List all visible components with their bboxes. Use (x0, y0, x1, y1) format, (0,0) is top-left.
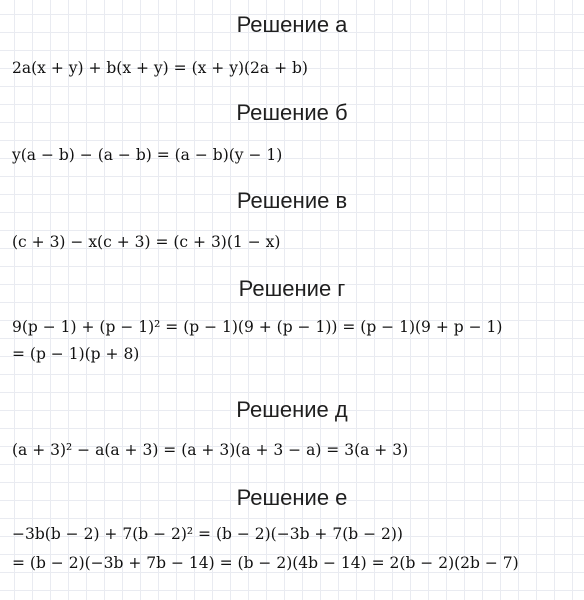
section-d-equation: (a + 3)² − a(a + 3) = (a + 3)(a + 3 − a) = 3(a + 3) (12, 441, 409, 459)
section-b-heading: Решение б (236, 100, 348, 125)
section-v-equation: (c + 3) − x(c + 3) = (c + 3)(1 − x) (12, 233, 281, 251)
section-g-equation-line-2: = (p − 1)(p + 8) (12, 345, 140, 363)
section-a-equation: 2a(x + y) + b(x + y) = (x + y)(2a + b) (12, 59, 308, 77)
section-e-heading: Решение е (236, 485, 348, 510)
section-d-heading: Решение д (236, 397, 348, 422)
section-e-equation-line-1: −3b(b − 2) + 7(b − 2)² = (b − 2)(−3b + 7(b − 2)) (12, 525, 403, 543)
section-a-heading: Решение а (236, 12, 348, 37)
section-g-equation-line-1: 9(p − 1) + (p − 1)² = (p − 1)(9 + (p − 1)) = (p − 1)(9 + p − 1) (12, 318, 503, 336)
section-v-heading: Решение в (236, 188, 348, 213)
section-e-equation-line-2: = (b − 2)(−3b + 7b − 14) = (b − 2)(4b − 14) = 2(b − 2)(2b − 7) (12, 554, 519, 572)
section-g-heading: Решение г (238, 276, 346, 301)
section-b-equation: y(a − b) − (a − b) = (a − b)(y − 1) (12, 146, 283, 164)
